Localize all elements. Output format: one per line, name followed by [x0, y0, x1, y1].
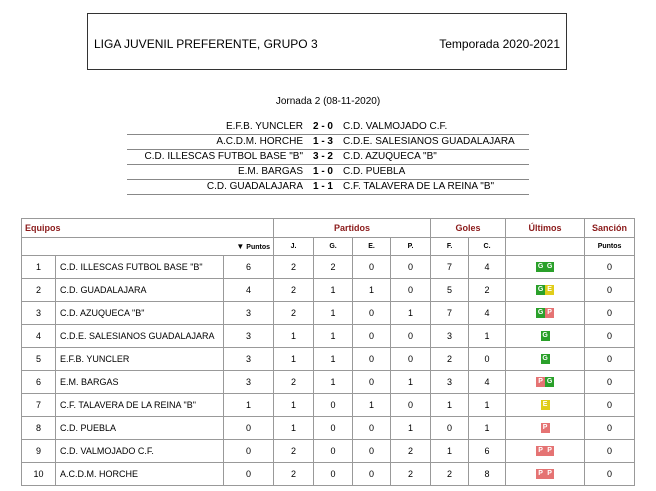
won-cell: 0: [314, 417, 353, 440]
col-j: J.: [274, 238, 314, 256]
won-cell: 1: [314, 348, 353, 371]
equipos-header: Equipos: [22, 219, 274, 238]
last-results-cell: [506, 371, 585, 394]
result-badge: P: [536, 446, 545, 456]
away-team: C.D. PUEBLA: [339, 164, 529, 179]
position-cell: 9: [22, 440, 56, 463]
sanction-points-cell: 0: [585, 256, 635, 279]
won-cell: 1: [314, 279, 353, 302]
match-score: 1 - 3: [307, 134, 339, 149]
last-results-cell: [506, 302, 585, 325]
drawn-cell: 0: [353, 348, 391, 371]
result-badge: P: [545, 308, 554, 318]
col-c: C.: [469, 238, 506, 256]
result-badge: G: [542, 332, 548, 340]
team-name: C.D. PUEBLA: [56, 417, 224, 440]
result-badge: E: [545, 285, 554, 295]
goals-for-cell: 3: [431, 325, 469, 348]
result-badge: G: [537, 263, 544, 271]
team-name: C.D.E. SALESIANOS GUADALAJARA: [56, 325, 224, 348]
result-badge: G: [537, 286, 544, 294]
standings-row: [22, 302, 635, 325]
goals-against-cell: 0: [469, 348, 506, 371]
points-cell: 0: [224, 417, 274, 440]
goals-against-cell: 1: [469, 417, 506, 440]
col-sancion-puntos: Puntos: [585, 238, 635, 256]
points-cell: 6: [224, 256, 274, 279]
goals-against-cell: 4: [469, 302, 506, 325]
col-ultimos: [506, 238, 585, 256]
last-results-cell: [506, 256, 585, 279]
lost-cell: 0: [391, 394, 431, 417]
played-cell: 2: [274, 256, 314, 279]
sanction-points-cell: 0: [585, 348, 635, 371]
won-cell: 1: [314, 371, 353, 394]
home-team: C.D. GUADALAJARA: [127, 179, 307, 194]
position-cell: 7: [22, 394, 56, 417]
goals-for-cell: 0: [431, 417, 469, 440]
drawn-cell: 0: [353, 440, 391, 463]
team-name: C.D. GUADALAJARA: [56, 279, 224, 302]
sanction-points-cell: 0: [585, 279, 635, 302]
away-team: C.F. TALAVERA DE LA REINA "B": [339, 179, 529, 194]
goals-against-cell: 4: [469, 371, 506, 394]
won-cell: 0: [314, 394, 353, 417]
team-name: A.C.D.M. HORCHE: [56, 463, 224, 486]
match-row: [127, 164, 529, 179]
result-badge: G: [546, 378, 553, 386]
partidos-header: Partidos: [274, 219, 431, 238]
match-score: 3 - 2: [307, 149, 339, 164]
played-cell: 1: [274, 348, 314, 371]
sanction-points-cell: 0: [585, 371, 635, 394]
played-cell: 2: [274, 440, 314, 463]
away-team: C.D. AZUQUECA "B": [339, 149, 529, 164]
played-cell: 2: [274, 279, 314, 302]
played-cell: 2: [274, 302, 314, 325]
home-team: E.M. BARGAS: [127, 164, 307, 179]
position-cell: 5: [22, 348, 56, 371]
goals-for-cell: 7: [431, 302, 469, 325]
sanction-points-cell: 0: [585, 463, 635, 486]
played-cell: 2: [274, 463, 314, 486]
puntos-label: Puntos: [246, 244, 271, 251]
drawn-cell: 0: [353, 371, 391, 394]
last-results-cell: [506, 348, 585, 371]
match-row: [127, 119, 529, 134]
sanction-points-cell: 0: [585, 440, 635, 463]
lost-cell: 1: [391, 371, 431, 394]
team-name: C.D. AZUQUECA "B": [56, 302, 224, 325]
result-badge: P: [541, 423, 550, 433]
won-cell: 1: [314, 302, 353, 325]
away-team: C.D.E. SALESIANOS GUADALAJARA: [339, 134, 529, 149]
drawn-cell: 1: [353, 279, 391, 302]
goals-for-cell: 5: [431, 279, 469, 302]
position-cell: 2: [22, 279, 56, 302]
standings-row: [22, 256, 635, 279]
goals-against-cell: 1: [469, 394, 506, 417]
match-score: 1 - 1: [307, 179, 339, 194]
goals-for-cell: 1: [431, 394, 469, 417]
drawn-cell: 1: [353, 394, 391, 417]
standings-row: [22, 394, 635, 417]
goals-for-cell: 3: [431, 371, 469, 394]
result-badge: G: [537, 309, 544, 317]
position-cell: 4: [22, 325, 56, 348]
drawn-cell: 0: [353, 302, 391, 325]
home-team: A.C.D.M. HORCHE: [127, 134, 307, 149]
lost-cell: 2: [391, 463, 431, 486]
goals-for-cell: 2: [431, 348, 469, 371]
standings-row: [22, 417, 635, 440]
sanction-points-cell: 0: [585, 325, 635, 348]
goals-against-cell: 8: [469, 463, 506, 486]
col-e: E.: [353, 238, 391, 256]
col-g: G.: [314, 238, 353, 256]
goles-header: Goles: [431, 219, 506, 238]
standings-row: [22, 463, 635, 486]
played-cell: 1: [274, 394, 314, 417]
column-header-row: [22, 238, 635, 256]
sanction-points-cell: 0: [585, 417, 635, 440]
result-badge: E: [541, 400, 550, 410]
ultimos-header: Últimos: [506, 219, 585, 238]
team-name: C.D. VALMOJADO C.F.: [56, 440, 224, 463]
standings-row: [22, 371, 635, 394]
goals-against-cell: 1: [469, 325, 506, 348]
match-row: [127, 179, 529, 194]
col-p: P.: [391, 238, 431, 256]
last-results-cell: [506, 463, 585, 486]
result-badge: G: [546, 263, 553, 271]
lost-cell: 1: [391, 417, 431, 440]
lost-cell: 0: [391, 256, 431, 279]
won-cell: 2: [314, 256, 353, 279]
played-cell: 1: [274, 325, 314, 348]
triangle-down-icon: ▼: [236, 242, 245, 251]
last-results-cell: [506, 417, 585, 440]
last-results-cell: [506, 440, 585, 463]
match-score: 1 - 0: [307, 164, 339, 179]
lost-cell: 0: [391, 325, 431, 348]
goals-against-cell: 4: [469, 256, 506, 279]
won-cell: 0: [314, 463, 353, 486]
season-label: Temporada 2020-2021: [439, 37, 560, 51]
position-cell: 1: [22, 256, 56, 279]
position-cell: 10: [22, 463, 56, 486]
result-badge: P: [545, 469, 554, 479]
points-cell: 3: [224, 302, 274, 325]
position-cell: 6: [22, 371, 56, 394]
drawn-cell: 0: [353, 256, 391, 279]
last-results-cell: [506, 394, 585, 417]
position-cell: 3: [22, 302, 56, 325]
lost-cell: 1: [391, 302, 431, 325]
points-cell: 0: [224, 440, 274, 463]
group-header-row: [22, 219, 635, 238]
sancion-header: Sanción: [585, 219, 635, 238]
position-cell: 8: [22, 417, 56, 440]
team-name: C.D. ILLESCAS FUTBOL BASE "B": [56, 256, 224, 279]
points-cell: 4: [224, 279, 274, 302]
points-cell: 0: [224, 463, 274, 486]
league-header: [87, 13, 567, 70]
goals-for-cell: 1: [431, 440, 469, 463]
result-badge: G: [542, 355, 548, 363]
col-f: F.: [431, 238, 469, 256]
match-score: 2 - 0: [307, 119, 339, 134]
result-badge: P: [545, 446, 554, 456]
goals-for-cell: 7: [431, 256, 469, 279]
lost-cell: 0: [391, 279, 431, 302]
drawn-cell: 0: [353, 463, 391, 486]
team-name: C.F. TALAVERA DE LA REINA "B": [56, 394, 224, 417]
drawn-cell: 0: [353, 325, 391, 348]
match-row: [127, 149, 529, 164]
result-badge: P: [536, 469, 545, 479]
goals-against-cell: 6: [469, 440, 506, 463]
match-row: [127, 134, 529, 149]
played-cell: 2: [274, 371, 314, 394]
standings-row: [22, 325, 635, 348]
standings-row: [22, 440, 635, 463]
home-team: E.F.B. YUNCLER: [127, 119, 307, 134]
goals-for-cell: 2: [431, 463, 469, 486]
away-team: C.D. VALMOJADO C.F.: [339, 119, 529, 134]
sanction-points-cell: 0: [585, 394, 635, 417]
lost-cell: 0: [391, 348, 431, 371]
last-results-cell: [506, 325, 585, 348]
points-cell: 1: [224, 394, 274, 417]
points-cell: 3: [224, 348, 274, 371]
team-name: E.M. BARGAS: [56, 371, 224, 394]
sort-puntos-header[interactable]: [224, 238, 274, 256]
last-results-cell: [506, 279, 585, 302]
won-cell: 0: [314, 440, 353, 463]
league-title: LIGA JUVENIL PREFERENTE, GRUPO 3: [94, 37, 318, 51]
lost-cell: 2: [391, 440, 431, 463]
round-title: Jornada 2 (08-11-2020): [275, 96, 381, 107]
standings-row: [22, 348, 635, 371]
drawn-cell: 0: [353, 417, 391, 440]
home-team: C.D. ILLESCAS FUTBOL BASE "B": [127, 149, 307, 164]
standings-table: [21, 218, 635, 486]
points-cell: 3: [224, 371, 274, 394]
points-cell: 3: [224, 325, 274, 348]
standings-row: [22, 279, 635, 302]
result-badge: P: [536, 377, 545, 387]
sanction-points-cell: 0: [585, 302, 635, 325]
match-results: [127, 119, 529, 195]
won-cell: 1: [314, 325, 353, 348]
played-cell: 1: [274, 417, 314, 440]
goals-against-cell: 2: [469, 279, 506, 302]
team-name: E.F.B. YUNCLER: [56, 348, 224, 371]
